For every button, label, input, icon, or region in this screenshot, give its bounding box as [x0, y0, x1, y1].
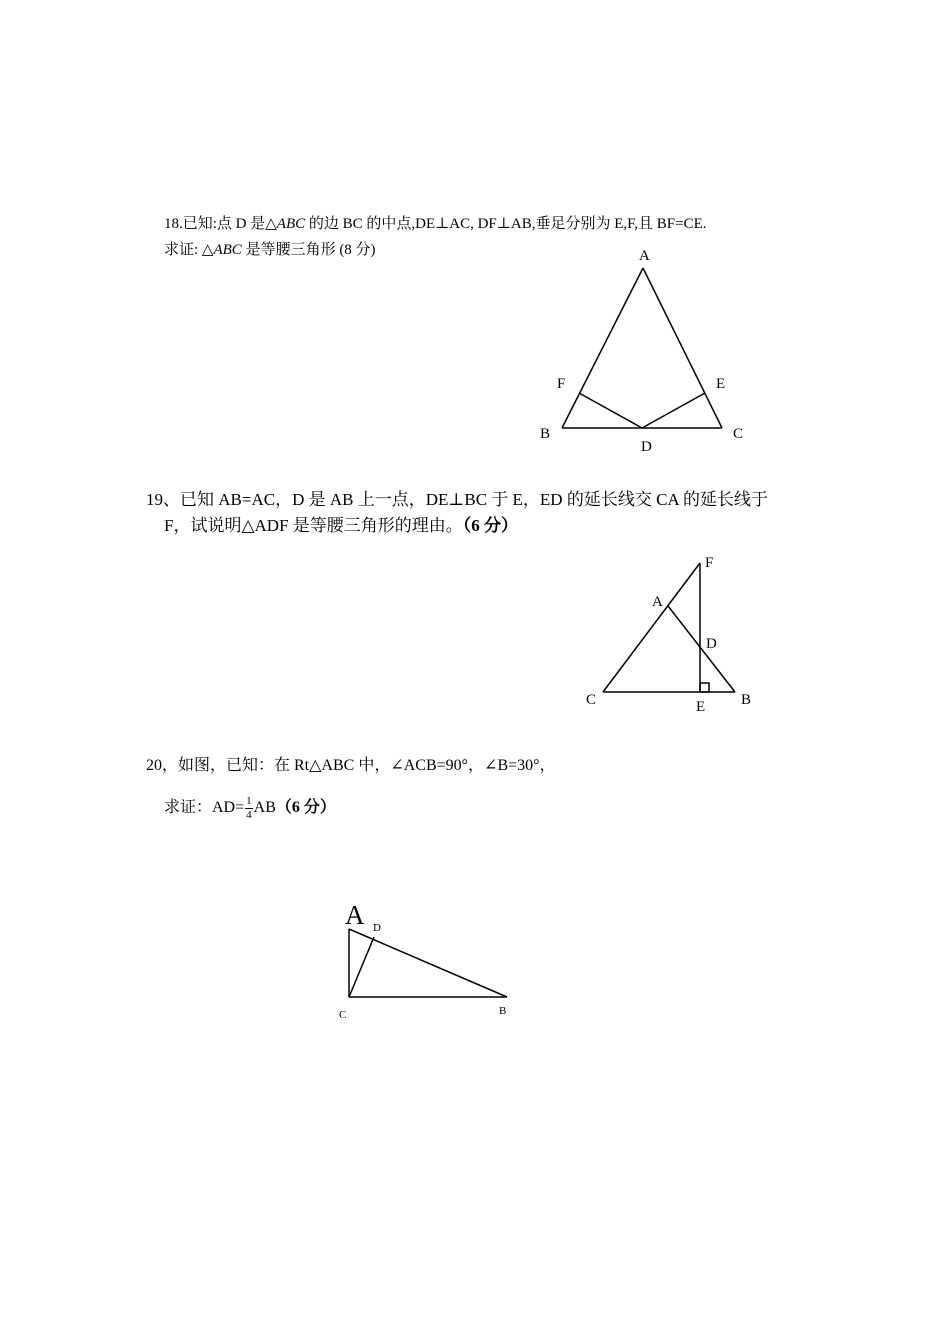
q20-segment-cd	[349, 937, 374, 997]
q18-label-a: A	[639, 248, 650, 264]
q18-line1-part-a: 已知:点 D 是△	[182, 216, 277, 232]
q19-label-d: D	[706, 636, 717, 652]
q20-figure	[349, 929, 507, 997]
q19-score: （6 分）	[462, 516, 519, 535]
q18-line1-part-b: 的边 BC 的中点,DE⊥AC, DF⊥AB,垂足分别为 E,F,且 BF=CE.	[305, 216, 707, 232]
q20-label-d: D	[373, 922, 381, 934]
q20-line1: 20，如图，已知：在 Rt△ABC 中，∠ACB=90°，∠B=30°，	[146, 757, 556, 774]
q18-label-e: E	[716, 376, 726, 392]
q18-label-b: B	[540, 426, 551, 442]
q18-segment-df	[579, 393, 642, 428]
fraction-numerator: 1	[246, 794, 252, 807]
q18-segment-de	[642, 393, 705, 428]
q19-figure	[603, 563, 735, 692]
q19-line1: 19、已知 AB=AC，D 是 AB 上一点，DE⊥BC 于 E，ED 的延长线交 CA 的延长线于	[146, 490, 769, 509]
q20-label-a: A	[345, 900, 365, 930]
q18-line2-abc: ABC	[213, 242, 242, 258]
q20-label-c: C	[339, 1009, 347, 1021]
q20-score: （6 分）	[275, 799, 336, 816]
q19-line2-text: F，试说明△ADF 是等腰三角形的理由。	[164, 516, 463, 535]
q18-labels	[540, 248, 743, 455]
q18-number: 18.	[164, 216, 183, 232]
q19-label-f: F	[705, 555, 714, 571]
q19-side-ab	[668, 606, 735, 692]
q18-side-ac	[643, 268, 722, 428]
q18-line1-abc: ABC	[276, 216, 306, 232]
q19-labels	[586, 555, 751, 715]
q20-label-b: B	[499, 1005, 507, 1017]
q19-right-angle-mark	[700, 683, 709, 692]
q19-label-b: B	[741, 692, 752, 708]
q18-label-d: D	[641, 439, 652, 455]
q19-label-a: A	[652, 594, 663, 610]
fraction-denominator: 4	[246, 808, 252, 821]
q18-label-f: F	[557, 376, 566, 392]
q19-label-e: E	[696, 699, 706, 715]
q18-figure	[562, 268, 722, 428]
q18-side-ab	[562, 268, 643, 428]
q19-label-c: C	[586, 692, 597, 708]
q18-line2-part-b: 是等腰三角形 (8 分)	[241, 242, 376, 258]
q18-line2-part-a: 求证: △	[164, 242, 214, 258]
q20-line2-part-a: 求证：AD=	[164, 799, 245, 816]
q20-line2-part-b: AB	[253, 799, 276, 816]
q18-label-c: C	[733, 426, 744, 442]
